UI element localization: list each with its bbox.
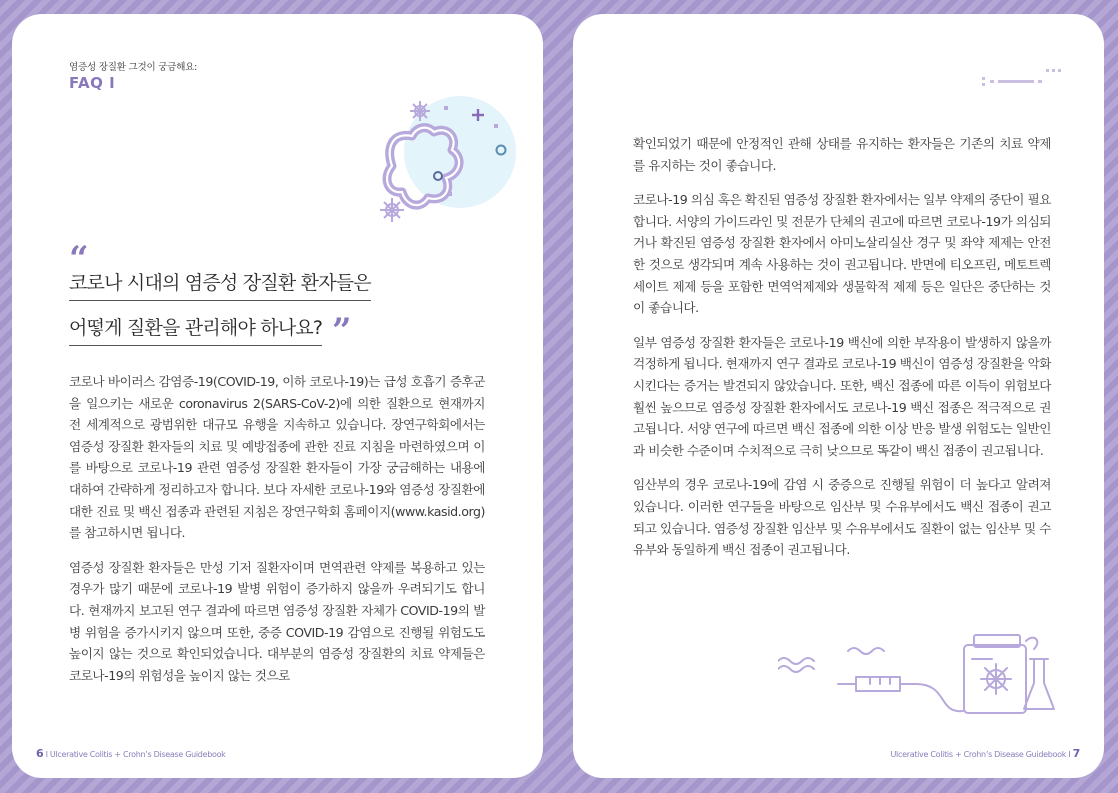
right-body-text [633,133,1051,574]
paperclip-icon [1026,638,1037,649]
page-footer [36,747,226,760]
left-page [12,14,543,778]
right-page [573,14,1104,778]
footer-text: I Ulcerative Colitis + Crohn’s Disease Guidebook [45,750,226,759]
paragraph: 염증성 장질환 환자들은 만성 기저 질환자이며 면역관련 약제를 복용하고 있는 경우가 많기 때문에 코로나-19 발병 위험이 증가하지 않을까 우려되기도 합니다. 현재까지 보고된 연구 결과에 따르면 염증성 장질환 자체가 COVID-19의 발병 위험을 증가시키지 않으며 또한, 중증 COVID-19 감염으로 진행될 위험도도 높이지 않는 것으로 확인되었습니다. 대부분의 염증성 장질환의 치료 약제들은 코로나-19의 위험성을 높이지 않는 것으로 [69,559,485,683]
intestine-illustration [352,74,522,234]
footer-text: Ulcerative Colitis + Crohn’s Disease Guidebook I [890,750,1071,759]
paragraph: 임산부의 경우 코로나-19에 감염 시 중증으로 진행될 위험이 더 높다고 알려져 있습니다. 이러한 연구들을 바탕으로 임산부 및 수유부에서도 백신 접종이 권고되고 있습니다. 염증성 장질환 임산부 및 수유부에서도 질환이 없는 임산부 및 수유부와 동일하게 백신 접종이 권고됩니다. [633,477,1051,558]
decorative-dashes [982,67,1062,97]
flask-icon [1024,659,1054,709]
close-quote-mark: ” [332,311,352,351]
virus-icon [981,664,1011,694]
page-number: 6 [36,747,44,760]
left-body-text [69,371,485,699]
faq-label: FAQ I [69,74,116,92]
headline-line-1: 코로나 시대의 염증성 장질환 환자들은 [69,268,371,301]
paragraph: 코로나 바이러스 감염증-19(COVID-19, 이하 코로나-19)는 급성 호흡기 증후군을 일으키는 새로운 coronavirus 2(SARS-CoV-2)에 의한 질환으로 현재까지 전 세계적으로 광범위한 대규모 유행을 지속하고 있습니다. 장연구학회에서는 염증성 장질환 환자들의 치료 및 예방접종에 관한 진료 지침을 마련하였으며 이를 바탕으로 코로나-19 관련 염증성 장질환 환자들이 가장 궁금해하는 내용에 대하여 간략하게 정리하고자 합니다. 보다 자세한 코로나-19와 염증성 장질환에 대한 진료 및 백신 접종과 관련된 지침은 장연구학회 홈페이지(www.kasid.org)를 참고하시면 됩니다. [69,374,485,541]
paragraph: 일부 염증성 장질환 환자들은 코로나-19 백신에 의한 부작용이 발생하지 않을까 걱정하게 됩니다. 현재까지 연구 결과로 코로나-19 백신이 염증성 장질환을 악화시킨다는 증거는 발견되지 않았습니다. 또한, 백신 접종에 따른 이득이 위험보다 훨씬 높으므로 염증성 장질환 환자에서도 코로나-19 백신 접종은 적극적으로 권고됩니다. 서양 연구에 따르면 백신 접종에 의한 이상 반응 발생 위험도는 일반인과 비슷한 수준이며 수치적으로 극히 낮으므로 똑같이 백신 접종이 권고됩니다. [633,334,1051,458]
headline-line-2: 어떻게 질환을 관리해야 하나요? [69,313,322,346]
paragraph: 확인되었기 때문에 안정적인 관해 상태를 유지하는 환자들은 기존의 치료 약제를 유지하는 것이 좋습니다. [633,136,1051,173]
virus-icon-small [380,198,404,222]
page-footer [891,747,1081,760]
vaccine-illustration [778,619,1068,719]
page-number: 7 [1072,747,1080,760]
paragraph: 코로나-19 의심 혹은 확진된 염증성 장질환 환자에서는 일부 약제의 중단이 필요합니다. 서양의 가이드라인 및 전문가 단체의 권고에 따르면 코로나-19가 의심되거나 확진된 염증성 장질환 환자에서 아미노살리실산 경구 및 좌약 제제는 안전한 것으로 생각되며 계속 사용하는 것이 권고됩니다. 반면에 티오프린, 메토트렉세이트 제제 등을 포함한 면역억제제와 생물학적 제제 등은 일단은 중단하는 것이 좋습니다. [633,192,1051,316]
virus-icon [410,101,430,121]
section-kicker: 염증성 장질환 그것이 궁금해요: [69,62,198,73]
open-quote-mark: “ [69,239,89,279]
syringe-icon [838,677,916,691]
